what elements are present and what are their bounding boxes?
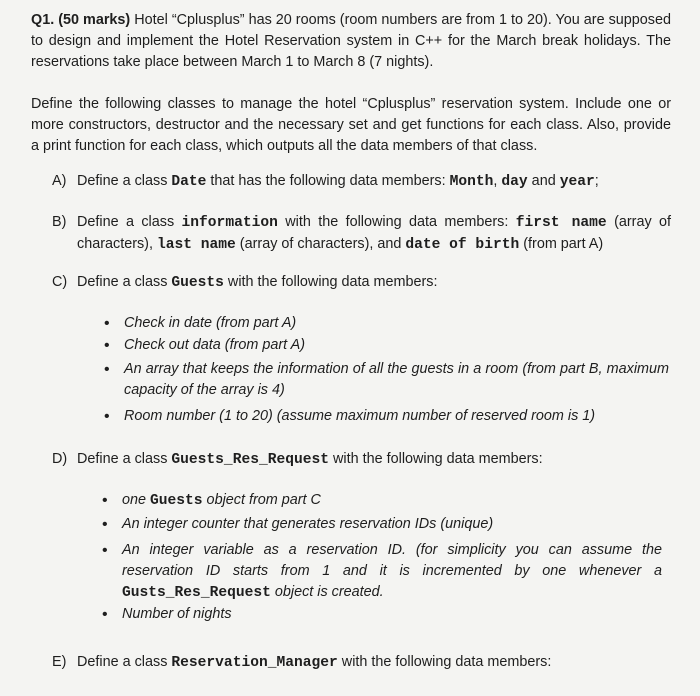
list-item: Number of nights: [122, 606, 232, 622]
list-item: An array that keeps the information of all the guests in a room (from part B, maximum capacity of the array is 4): [124, 361, 669, 398]
list-item: Room number (1 to 20) (assume maximum number of reserved room is 1): [124, 408, 596, 424]
part-b-letter: B): [52, 214, 67, 230]
list-item: one Guests object from part C: [122, 492, 321, 509]
intro-paragraph: Define the following classes to manage the hotel “Cplusplus” reservation system. Include one or more constructors, destructor and the necessary set and get functions for each class. Also, provide a print function for each class, which outputs all the data members of that class.: [31, 96, 671, 154]
bullet: •: [104, 361, 110, 378]
bullet: •: [102, 492, 108, 509]
part-e-text: Define a class Reservation_Manager with the following data members:: [77, 654, 552, 671]
bullet: •: [102, 516, 108, 533]
part-e-letter: E): [52, 654, 67, 670]
class-name-guests-res-request: Guests_Res_Request: [171, 452, 330, 468]
list-item: An integer variable as a reservation ID. (for simplicity you can assume the reservation ID starts from 1 and it is incremented by one whenever a: [122, 542, 662, 579]
bullet: •: [102, 542, 108, 559]
bullet: •: [102, 606, 108, 623]
part-c-text: Define a class Guests with the following data members:: [77, 274, 438, 291]
list-item: Check out data (from part A): [124, 337, 306, 353]
part-d-letter: D): [52, 451, 68, 467]
question-paragraph: [31, 10, 671, 73]
part-b-text: Define a class information with the following data members: first name (array of characters), last name (array of characters), and date of birth (from part A): [77, 214, 672, 253]
list-item-continuation: Gusts_Res_Request object is created.: [122, 584, 384, 601]
question-text: Hotel “Cplusplus” has 20 rooms (room numbers are from 1 to 20). You are supposed to design and implement the Hotel Reservation system in C++ for the March break holidays. The reservations take place between March 1 to March 8 (7 nights).: [31, 12, 672, 70]
part-c-letter: C): [52, 274, 68, 290]
bullet: •: [104, 337, 110, 354]
list-item: An integer counter that generates reservation IDs (unique): [122, 516, 494, 532]
class-name-guests: Guests: [171, 275, 224, 291]
list-item: Check in date (from part A): [124, 315, 297, 331]
class-name-date: Date: [171, 174, 207, 190]
class-name-reservation-manager: Reservation_Manager: [171, 655, 338, 671]
part-d-text: Define a class Guests_Res_Request with the following data members:: [77, 451, 543, 468]
question-label: Q1.: [31, 12, 55, 28]
question-marks: (50 marks): [58, 12, 131, 28]
class-name-information: information: [181, 215, 278, 231]
bullet: •: [104, 408, 110, 425]
part-a-text: Define a class Date that has the following data members: Month, day and year;: [77, 173, 599, 190]
bullet: •: [104, 315, 110, 332]
part-a-letter: A): [52, 173, 67, 189]
